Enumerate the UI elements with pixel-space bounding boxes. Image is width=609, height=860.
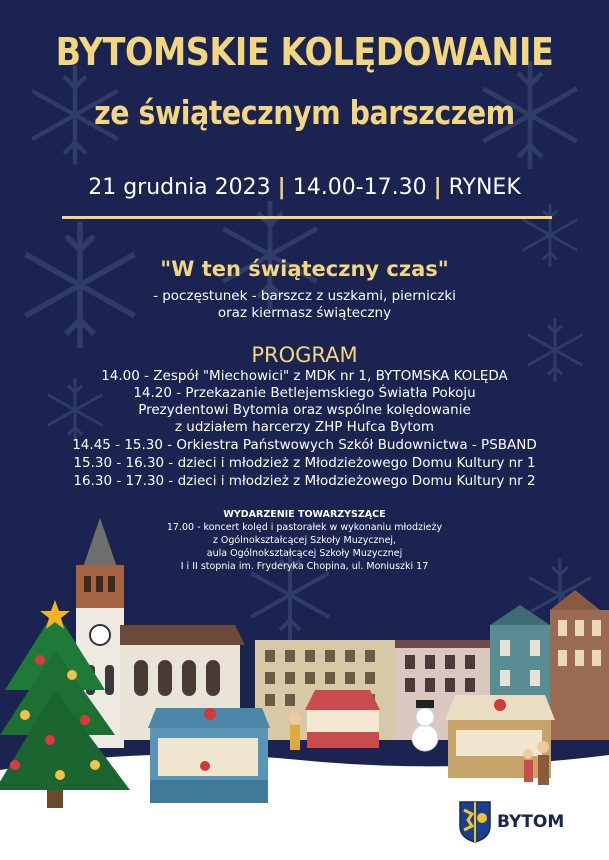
motto-sub-line: oraz kiermasz świąteczny — [217, 305, 392, 321]
snowflake-icon — [10, 215, 150, 355]
separator: | — [433, 175, 442, 200]
program-line: 15.30 - 16.30 - dzieci i młodzież z Młodzieżowego Domu Kultury nr 1 — [73, 455, 536, 471]
townhouse-illustration — [550, 590, 609, 740]
program-line: 14.00 - Zespół "Miechowici" z MDK nr 1, BYTOMSKA KOLĘDA — [101, 368, 508, 384]
program-heading: PROGRAM — [251, 343, 358, 367]
motto: "W ten świąteczny czas" — [160, 257, 449, 281]
date-line — [0, 175, 609, 200]
program-line: Prezydentowi Bytomia oraz wspólne kolędowanie — [138, 402, 471, 418]
event-line: 17.00 - koncert kolęd i pastorałek w wykonaniu młodzieży — [166, 522, 443, 533]
event-line: aula Ogólnokształcącej Szkoły Muzycznej — [206, 548, 403, 559]
christmas-market-illustration — [0, 510, 609, 860]
program-line: z udziałem harcerzy ZHP Hufca Bytom — [174, 419, 435, 435]
bytom-coat-of-arms-icon — [458, 800, 492, 844]
title-line-1: BYTOMSKIE KOLĘDOWANIE — [55, 30, 554, 74]
program-line: 16.30 - 17.30 - dzieci i młodzież z Młodzieżowego Domu Kultury nr 2 — [73, 473, 536, 489]
market-stall-illustration — [305, 690, 380, 748]
event-line: z Ogólnokształcącej Szkoły Muzycznej, — [212, 535, 397, 546]
program-line: 14.45 - 15.30 - Orkiestra Państwowych Szkół Budownictwa - PSBAND — [72, 437, 537, 453]
motto-sub-line: - poczęstunek - barszcz z uszkami, pierniczki — [153, 288, 456, 304]
city-logo-text: BYTOM — [497, 812, 565, 832]
market-stall-illustration — [148, 708, 270, 803]
divider — [62, 216, 552, 219]
title-line-2: ze świątecznym barszczem — [94, 93, 515, 132]
event-date: 21 grudnia 2023 — [88, 175, 271, 200]
event-time: 14.00-17.30 — [292, 175, 427, 200]
event-place: RYNEK — [448, 175, 521, 200]
separator: | — [277, 175, 286, 200]
event-heading: WYDARZENIE TOWARZYSZĄCE — [223, 509, 386, 520]
event-line: I i II stopnia im. Fryderyka Chopina, ul. Moniuszki 17 — [180, 561, 429, 572]
program-line: 14.20 - Przekazanie Betlejemskiego Światła Pokoju — [133, 385, 476, 401]
